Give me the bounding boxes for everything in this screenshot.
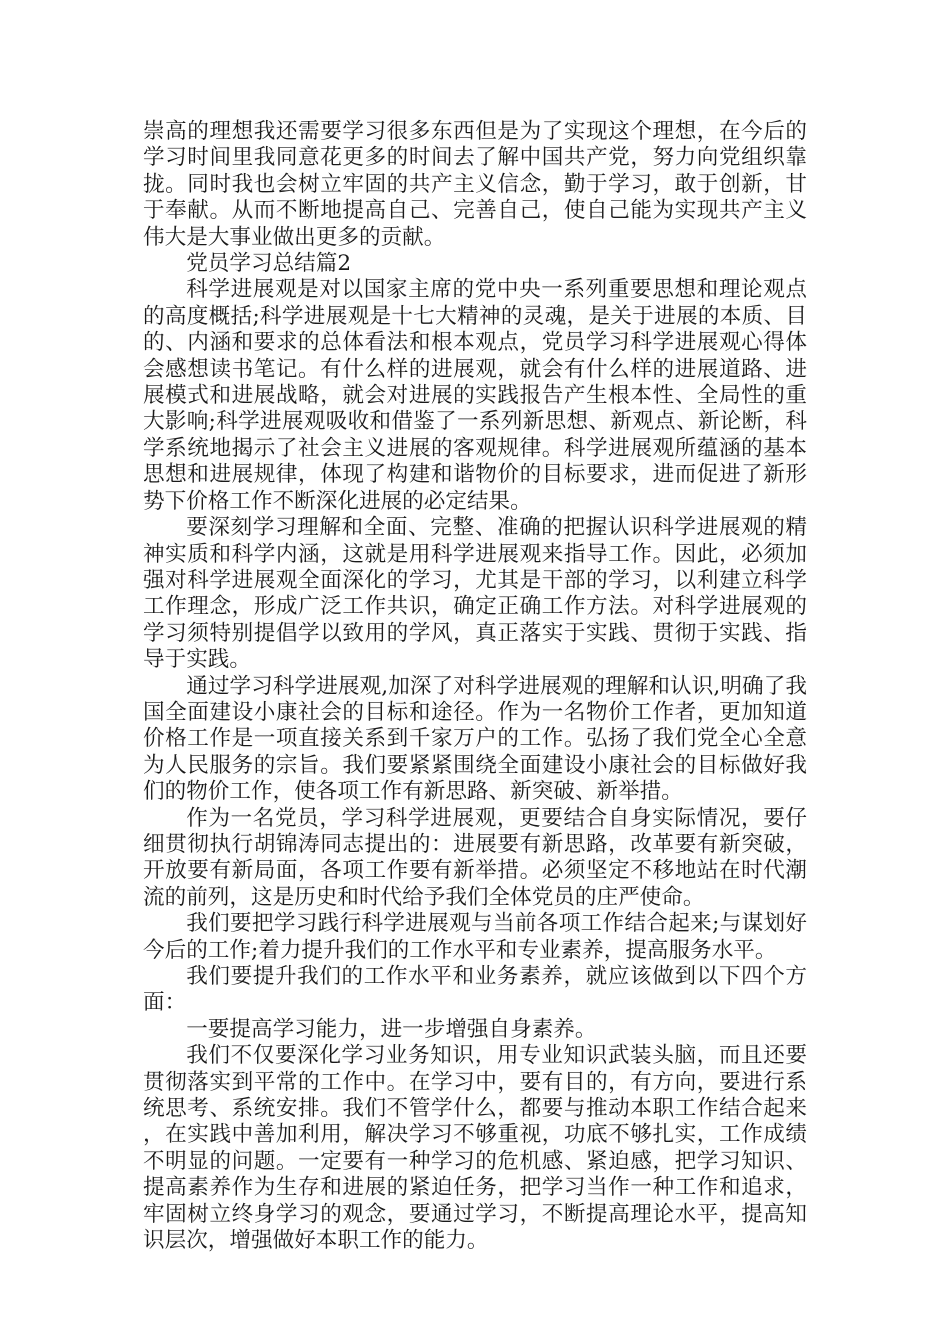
paragraph: 作为一名党员，学习科学进展观，更要结合自身实际情况，要仔细贯彻执行胡锦涛同志提出的：进展要有新思路，改革要有新突破，开放要有新局面，各项工作要有新举措。必须坚定不移地站在时代潮流的前列，这是历史和时代给予我们全体党员的庄严使命。 [143,805,807,910]
paragraph: 要深刻学习理解和全面、完整、准确的把握认识科学进展观的精神实质和科学内涵，这就是用科学进展观来指导工作。因此，必须加强对科学进展观全面深化的学习，尤其是干部的学习，以利建立科学工作理念，形成广泛工作共识，确定正确工作方法。对科学进展观的学习须特别提倡学以致用的学风，真正落实于实践、贯彻于实践、指导于实践。 [143,515,807,673]
paragraph: 我们要把学习践行科学进展观与当前各项工作结合起来;与谋划好今后的工作;着力提升我们的工作水平和专业素养，提高服务水平。 [143,911,807,963]
paragraph: 我们不仅要深化学习业务知识，用专业知识武装头脑，而且还要贯彻落实到平常的工作中。在学习中，要有目的，有方向，要进行系统思考、系统安排。我们不管学什么，都要与推动本职工作结合起来，在实践中善加利用，解决学习不够重视，功底不够扎实，工作成绩不明显的问题。一定要有一种学习的危机感、紧迫感，把学习知识、提高素养作为生存和进展的紧迫任务，把学习当作一种工作和追求，牢固树立终身学习的观念，要通过学习，不断提高理论水平，提高知识层次，增强做好本职工作的能力。 [143,1043,807,1254]
section-heading: 党员学习总结篇2 [186,251,352,277]
paragraph: 一要提高学习能力，进一步增强自身素养。 [186,1016,597,1042]
paragraph: 科学进展观是对以国家主席的党中央一系列重要思想和理论观点的高度概括;科学进展观是十七大精神的灵魂，是关于进展的本质、目的、内涵和要求的总体看法和根本观点，党员学习科学进展观心得体会感想读书笔记。有什么样的进展观，就会有什么样的进展道路、进展模式和进展战略，就会对进展的实践报告产生根本性、全局性的重大影响;科学进展观吸收和借鉴了一系列新思想、新观点、新论断，科学系统地揭示了社会主义进展的客观规律。科学进展观所蕴涵的基本思想和进展规律，体现了构建和谐物价的目标要求，进而促进了新形势下价格工作不断深化进展的必定结果。 [143,277,807,514]
document-body [143,119,807,1254]
paragraph: 通过学习科学进展观,加深了对科学进展观的理解和认识,明确了我国全面建设小康社会的目标和途径。作为一名物价工作者，更加知道价格工作是一项直接关系到千家万户的工作。弘扬了我们党全心全意为人民服务的宗旨。我们要紧紧围绕全面建设小康社会的目标做好我们的物价工作，使各项工作有新思路、新突破、新举措。 [143,673,807,805]
paragraph-continuation: 崇高的理想我还需要学习很多东西但是为了实现这个理想，在今后的学习时间里我同意花更多的时间去了解中国共产党，努力向党组织靠拢。同时我也会树立牢固的共产主义信念，勤于学习，敢于创新，甘于奉献。从而不断地提高自己、完善自己，使自己能为实现共产主义伟大是大事业做出更多的贡献。 [143,119,807,250]
paragraph: 我们要提升我们的工作水平和业务素养，就应该做到以下四个方面： [143,964,807,1016]
